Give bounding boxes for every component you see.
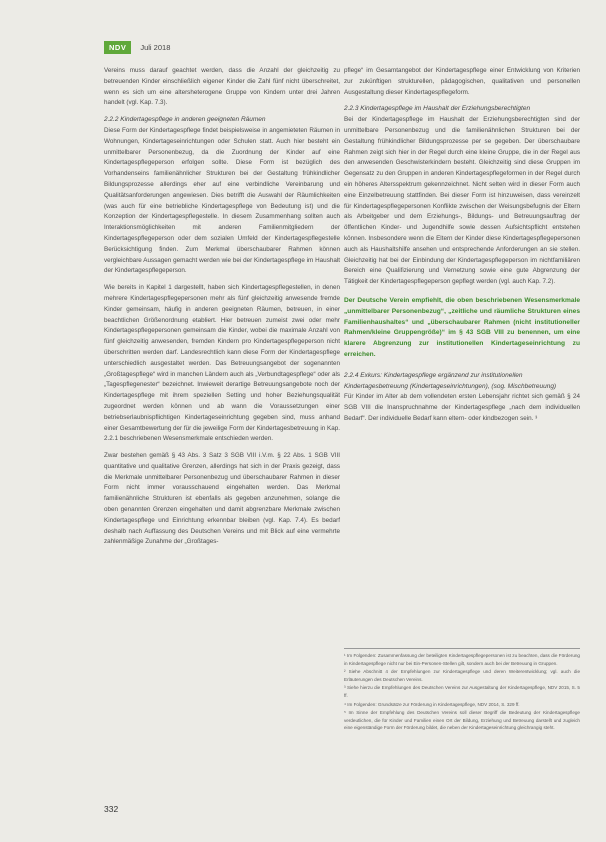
left-paragraph-3: Wie bereits in Kapitel 1 dargestellt, haben sich Kindertagespflegestellen, in denen mehrere Kindertagespflegepersonen mehr als fünf gleichzeitig anwesende fremde Kinder gemeinsam, häufig in anderen geeigneten Räumen, betreuen, in einer beachtlichen Größenordnung etabliert. Hier betreuen zumeist zwei oder mehr Kindertagespflegepersonen gemeinsam die Kinder, wobei die maximale Anzahl von fünf gleichzeitig anwesenden, fremden Kindern pro Kindertagespflegeperson nicht überschritten werden darf. Landesrechtlich kann diese Form der Kindertagespflege unterschiedlich ausgestaltet werden. Das Betreuungsangebot der sogenannten „Großtagespflege“ wird in manchen Ländern auch als „Verbundtagespflege“ oder als „Tagespflegenester“ bezeichnet. Inwieweit derartige Betreuungsangebote noch der Kindertagespflege mit ihrem speziellen Setting und hoher Beziehungsqualität zugeordnet werden können und ab wann die Voraussetzungen einer betriebserlaubnispflichtigen Kindertageseinrichtung gegeben sind, muss anhand einer Gesamtbewertung der für die jeweilige Form der Kindertagesbetreuung in Kap. 2.2.1 beschriebenen Wesensmerkmale entschieden werden. [104,284,340,443]
footnote: ³ Siehe hierzu die Empfehlungen des Deutschen Vereins zur Ausgestaltung der Kindertagespflege, NDV 2015, S. 5 ff. [344,685,580,698]
section-heading-2-2-2: 2.2.2 Kindertagespflege in anderen geeigneten Räumen [104,116,266,124]
left-column [104,66,340,554]
left-paragraph-4: Zwar bestehen gemäß § 43 Abs. 3 Satz 3 SGB VIII i.V.m. § 22 Abs. 1 SGB VIII quantitative und qualitative Grenzen, allerdings hat sich in der Praxis gezeigt, dass die Merkmale unmittelbarer Personenbezug und überschaubarer Rahmen in dieser Form nicht immer vorausschauend eingehalten werden. Das Merkmal familienähnliche Strukturen ist ebenfalls als gegeben anzunehmen, solange die oben genannten Grenzen eingehalten und damit abgrenzbare Merkmale zwischen Kindertagespflege und Einrichtung erkennbar bleiben (vgl. Kap. 7.4). Es bedarf deshalb nach Auffassung des Deutschen Vereins und mit Blick auf eine vermehrte zahlenmäßige Zunahme der „Großtages- [104,452,340,546]
footnote: ¹ Im Folgenden: Zusammenfassung der beteiligten Kindertagespflegepersonen ist zu beachten, dass die Förderung in Kindertagespflege nicht nur bei Ein-Personen-Stellen gilt, sondern auch bei der Betreuung in Gruppen. [344,653,580,666]
section-heading-2-2-3: 2.2.3 Kindertagespflege im Haushalt der Erziehungsberechtigten [344,105,531,113]
left-paragraph-1: Vereins muss darauf geachtet werden, dass die Anzahl der gleichzeitig zu betreuenden Kinder einschließlich eigener Kinder die Zahl fünf nicht überschreitet, wenn es sich um eine altersheterogene Gruppe von Kindern unter drei Jahren handelt (vgl. Kap. 7.3). [104,67,340,107]
footnote: ⁴ Im Folgenden: Grundsätze zur Förderung in Kindertagespflege, NDV 2014, S. 329 ff. [344,701,520,707]
recommendation-box: Der Deutsche Verein empfiehlt, die oben beschriebenen Wesensmerkmale „unmittelbarer Personenbezug“, „zeitliche und räumliche Strukturen eines Familienhaushaltes“ und „überschaubarer Rahmen (nicht institutioneller Rahmen/kleine Gruppengröße)“ im § 43 SGB VIII zu benennen, um eine klarere Abgrenzung zur institutionellen Kindertageseinrichtung zu erreichen. [344,296,580,358]
footnotes [344,648,580,733]
right-column [344,66,580,431]
right-paragraph-2: Bei der Kindertagespflege im Haushalt der Erziehungsberechtigten sind der unmittelbare Personenbezug und die familienähnlichen Strukturen bei der Gestaltung frühkindlicher Bildungsprozesse per se gegeben. Der überschaubare Rahmen zeigt sich hier in der Regel durch eine kleine Gruppe, die in der Regel aus den anwesenden Geschwisterkindern besteht. Gleichzeitig sind diese Gruppen im Gegensatz zu den Gruppen in anderen Kindertagespflegeformen in der Regel durch ein höheres Altersspektrum gekennzeichnet. Nicht selten wird in dieser Form auch eine Einzelbetreuung stattfinden. Bei dieser Form ist hinzuweisen, dass vereinzelt für Kindertagespflegepersonen Konflikte zwischen der Weisungsbefugnis der Eltern als Arbeitgeber und dem Erziehungs-, Bildungs- und Betreuungsauftrag der öffentlichen Kinder- und Jugendhilfe sowie dessen Aufsichtspflicht entstehen können. Insbesondere wenn die Eltern der Kinder diese Kindertagespflegepersonen auch als Haushaltshilfe ansehen und entsprechende Anforderungen an sie stellen. Gleichzeitig hat bei der Einbindung der Kindertagespflegeperson im nichtfamiliären Bereich eine Qualifizierung und Vernetzung sowie eine gute Abgrenzung der Tätigkeit der Kindertagespflegeperson gepflegt werden (vgl. auch Kap. 7.2). [344,116,580,286]
section-heading-2-2-4: 2.2.4 Exkurs: Kindertagespflege ergänzend zur institutionellen Kindertagesbetreuung (Kindertageseinrichtungen), (sog. Mischbetreuung) [344,371,557,390]
page-number: 332 [104,804,119,814]
right-paragraph-3: Für Kinder im Alter ab dem vollendeten ersten Lebensjahr richtet sich gemäß § 24 SGB VIII die Inanspruchnahme der Kindertagespflege „nach dem individuellen Bedarf“. Der individuelle Bedarf kann eltern- oder kindbezogen sein. ³ [344,393,580,422]
right-paragraph-1: pflege“ im Gesamtangebot der Kindertagespflege einer Entwicklung von Kriterien zur zukünftigen strukturellen, pädagogischen, qualitativen und personellen Ausgestaltung dieser Kindertagespflegeform. [344,67,580,96]
journal-badge: NDV [104,41,131,54]
left-paragraph-2: Diese Form der Kindertagespflege findet beispielsweise in angemieteten Räumen in Wohnungen, Kindertageseinrichtungen oder Schulen statt. Auch hier besteht ein unmittelbarer Personenbezug, da die Zuordnung der Kinder auf eine Kindertagespflegeperson erfolgen sollte. Diese Form ist bezüglich des Vorhandenseins familienähnlicher Strukturen bei der Gestaltung frühkindlicher Bildungsprozesse allerdings eher auf eine verbindliche Vereinbarung und Qualitätsanforderungen angewiesen. Dies betrifft die Auswahl der Räumlichkeiten (was auch für eine betriebliche Kindertagespflege von Bedeutung ist) und die Konzeption der Kindertagespflegestelle. In diesem Zusammenhang sollten auch Interaktionsmöglichkeiten mit anderen Familienmitgliedern der Kindertagespflegeperson oder dem sozialen Umfeld der Kindertagespflegestelle Berücksichtigung finden. Zum Merkmal überschaubarer Rahmen können vergleichbare Aussagen gemacht werden wie bei der Kindertagespflege im Haushalt der Kindertagespflegeperson. [104,126,340,275]
page-header [104,40,170,54]
footnote: ⁵ Im Sinne der Empfehlung des Deutschen Vereins soll dieser Begriff die Bedeutung der Kindertagespflege verdeutlichen, die für Kinder und Familien einen Ort der Bildung, Erziehung und Betreuung darstellt und zugleich eine eigenständige Form der Förderung bildet, die neben der Kindertageseinrichtung gleichrangig steht. [344,710,580,731]
issue-date: Juli 2018 [140,42,171,52]
footnote: ² Siehe Abschnitt 4 der Empfehlungen zur Kindertagespflege und deren Weiterentwicklung; vgl. auch die Erläuterungen des Deutschen Vereins. [344,669,580,682]
